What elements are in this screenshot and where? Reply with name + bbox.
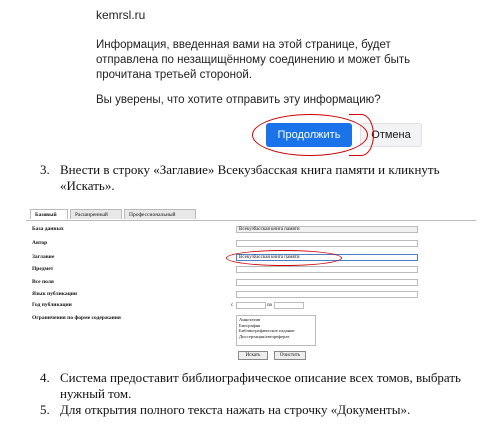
list-item[interactable]: Биография xyxy=(239,322,261,328)
author-input[interactable] xyxy=(236,240,418,247)
confirm-question: Вы уверены, что хотите отправить эту информацию? xyxy=(96,94,381,106)
tab-professional[interactable]: Профессиональный xyxy=(124,209,196,219)
continue-button[interactable]: Продолжить xyxy=(266,123,352,147)
step-text: «Искать». xyxy=(60,178,115,193)
warning-message: Информация, введенная вами на этой странице, будет отправлена по незащищённому соединению и может быть прочитана третьей стороной. xyxy=(96,39,411,81)
field-label: Ограничения по форме содержания xyxy=(32,315,121,321)
site-name: kemrsl.ru xyxy=(96,8,146,22)
clear-button[interactable]: Очистить xyxy=(274,351,306,360)
field-label: Заглавие xyxy=(32,254,55,260)
language-select[interactable] xyxy=(236,291,418,298)
field-label: Все поля xyxy=(32,279,54,285)
step-text: Внести в строку «Заглавие» Всекузбасская книга памяти и кликнуть xyxy=(60,162,440,177)
search-button[interactable]: Искать xyxy=(238,351,268,360)
all-fields-input[interactable] xyxy=(236,279,418,286)
tab-basic[interactable]: Базовый xyxy=(30,209,68,219)
field-label: Год публикации xyxy=(32,302,72,308)
step-text: нужный том. xyxy=(60,386,132,401)
list-item[interactable]: Диссертация/автореферат xyxy=(239,333,290,339)
year-from-label: с xyxy=(231,303,234,308)
tab-extended[interactable]: Расширенный xyxy=(70,209,122,219)
field-label: Предмет xyxy=(32,266,54,272)
step-number: 4. xyxy=(40,370,50,385)
year-from-input[interactable] xyxy=(236,302,266,309)
subject-input[interactable] xyxy=(236,266,418,273)
database-value: Всекузбасская книга памяти xyxy=(239,227,300,232)
field-label: Автор xyxy=(32,240,48,246)
step-number: 3. xyxy=(40,162,50,177)
database-field[interactable] xyxy=(236,226,418,233)
year-to-label: по xyxy=(267,303,273,308)
list-item[interactable]: Аннотатив xyxy=(239,317,261,322)
field-label: Язык публикации xyxy=(32,291,78,297)
list-item[interactable]: Библиографическое издание xyxy=(239,328,295,334)
field-label: База данных xyxy=(32,226,64,232)
step-text: Для открытия полного текста нажать на строчку «Документы». xyxy=(60,402,411,417)
highlight-ellipse xyxy=(349,114,374,156)
step-text: Система предоставит библиографическое описание всех томов, выбрать xyxy=(60,370,461,385)
content-type-list[interactable] xyxy=(236,315,316,346)
title-value: Всекузбасская книга памяти xyxy=(239,255,300,260)
step-number: 5. xyxy=(40,402,50,417)
cancel-button[interactable]: Отмена xyxy=(360,123,422,147)
send-warning-dialog xyxy=(0,0,503,158)
year-to-input[interactable] xyxy=(274,302,304,309)
highlight-ellipse xyxy=(226,250,342,266)
